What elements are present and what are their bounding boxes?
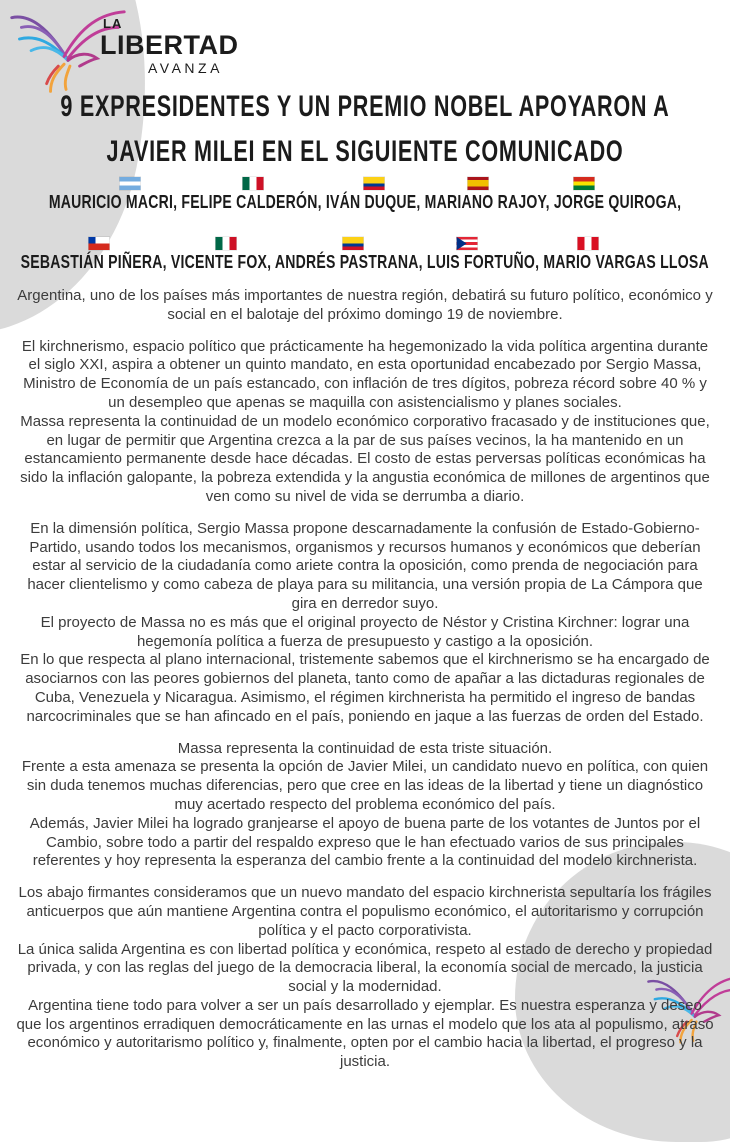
body-paragraph: Massa representa la continuidad de un modelo económico corporativo fracasado y de instituciones que, en lugar de permitir que Argentina crezca a la par de sus países vecinos, la ha mantenido en un estancamiento permanente desde hace décadas. El costo de estas perversas políticas económicas ha sido la inflación galopante, la pobreza extendida y la angustia económica de millones de argentinos que ven como su nivel de vida se derrumba a diario. — [20, 412, 710, 505]
puerto-rico-flag-icon — [457, 237, 478, 250]
chile-flag-icon — [88, 237, 109, 250]
body-paragraph: La única salida Argentina es con libertad política y económica, respeto al estado de derecho y propiedad privada, y con las reglas del juego de la democracia liberal, la economía social de mercado, la justicia social y la modernidad. — [17, 940, 713, 996]
communique-body — [15, 287, 715, 1072]
mexico-flag-icon — [216, 237, 237, 250]
body-paragraph: Los abajo firmantes consideramos que un nuevo mandato del espacio kirchnerista sepultaría los frágiles anticuerpos que aún mantiene Argentina contra el populismo económico, el autoritarismo y corrupción política y el pacto corporativista. — [18, 884, 712, 939]
signatories-row-1 — [0, 191, 730, 213]
signatories-row-2 — [0, 251, 730, 273]
signatories-names-1: MAURICIO MACRI, FELIPE CALDERÓN, IVÁN DUQUE, MARIANO RAJOY, JORGE QUIROGA, — [48, 191, 682, 212]
body-paragraph: En la dimensión política, Sergio Massa propone descarnadamente la confusión de Estado-Gobierno-Partido, usando todos los mecanismos, organismos y recursos humanos y económicos que deberían estar al servicio de la ciudadanía como ariete contra la oposición, como prenda de negociación para hacer clientelismo y como cabeza de playa para su militancia, una versión propia de La Cámpora que gira en derredor suyo. — [27, 519, 703, 612]
flag-row-1 — [0, 177, 730, 191]
body-paragraph: Frente a esta amenaza se presenta la opción de Javier Milei, un candidato nuevo en política, con quien sin duda tenemos muchas diferencias, pero que cree en las ideas de la libertad y tiene un diagnóstico muy acertado respecto del problema económico del país. — [21, 758, 709, 813]
signatories-names-2: SEBASTIÁN PIÑERA, VICENTE FOX, ANDRÉS PASTRANA, LUIS FORTUÑO, MARIO VARGAS LLOSA — [20, 251, 710, 272]
mexico-flag-icon — [242, 177, 263, 190]
colombia-flag-icon — [342, 237, 363, 250]
colombia-flag-icon — [363, 177, 384, 190]
body-paragraph: El kirchnerismo, espacio político que prácticamente ha hegemonizado la vida política argentina durante el siglo XXI, aspira a obtener un quinto mandato, en esta oportunidad encabezado por Sergio Massa, Ministro de Economía de un país estancado, con inflación de tres dígitos, pobreza récord sobre 40 % y un desempleo que apenas se maquilla con asistencialismo y planes sociales. — [21, 337, 709, 411]
body-paragraph: El proyecto de Massa no es más que el original proyecto de Néstor y Cristina Kirchner: lograr una hegemonía política a fuerza de presupuesto y castigo a la oposición. — [40, 613, 690, 650]
argentina-flag-icon — [119, 177, 140, 190]
page-title-line2: JAVIER MILEI EN EL SIGUIENTE COMUNICADO — [106, 134, 624, 168]
party-logo — [100, 16, 250, 76]
peru-flag-icon — [577, 237, 598, 250]
body-paragraph: Además, Javier Milei ha logrado granjearse el apoyo de buena parte de los votantes de Juntos por el Cambio, sobre todo a partir del respaldo expreso que le han efectuado varios de sus principales referentes y hoy representa la esperanza del cambio frente a la continuidad del modelo kirchnerista. — [29, 814, 701, 870]
bolivia-flag-icon — [574, 177, 595, 190]
spain-flag-icon — [468, 177, 489, 190]
body-paragraph: Argentina, uno de los países más importantes de nuestra región, debatirá su futuro político, económico y social en el balotaje del próximo domingo 19 de noviembre. — [17, 287, 713, 323]
logo-word-avanza: AVANZA — [148, 60, 223, 77]
logo-word-la: LA — [103, 16, 123, 31]
flag-row-2 — [0, 237, 730, 251]
body-paragraph: Argentina tiene todo para volver a ser un país desarrollado y ejemplar. Es nuestra esperanza y deseo que los argentinos erradiquen democráticamente en las urnas el modelo que los ata al populismo, atraso económico y autoritarismo político y, finalmente, opten por el cambio hacia la libertad, el progreso y la justicia. — [16, 996, 714, 1071]
puerto-rico-flag-triangle — [457, 237, 467, 250]
body-paragraph: Massa representa la continuidad de esta triste situación. — [177, 739, 553, 757]
logo-word-libertad: LIBERTAD — [100, 30, 239, 60]
page-title-line1: 9 EXPRESIDENTES Y UN PREMIO NOBEL APOYARON A — [60, 89, 670, 123]
body-paragraph: En lo que respecta al plano internacional, tristemente sabemos que el kirchnerismo se ha encargado de asociarnos con las peores gobiernos del planeta, tanto como de apañar a las dictaduras regionales de Cuba, Venezuela y Nicaragua. Asimismo, el régimen kirchnerista ha permitido el ingreso de bandas narcocriminales que se han afincado en el país, poniendo en jaque a las fuerzas de orden del Estado. — [20, 651, 710, 725]
